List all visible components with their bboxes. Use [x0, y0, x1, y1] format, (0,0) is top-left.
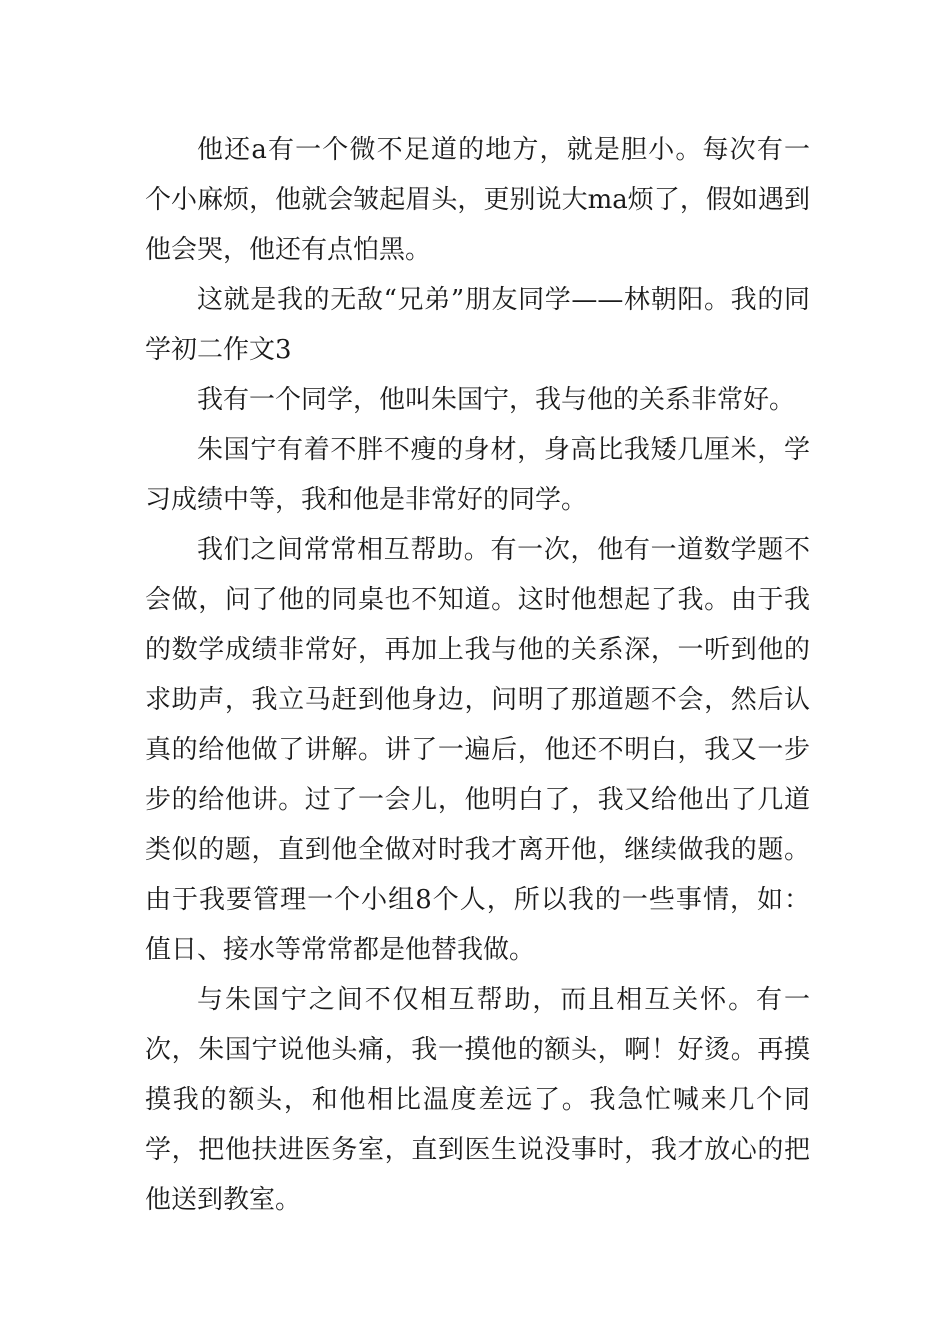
- paragraph-3: 我有一个同学，他叫朱国宁，我与他的关系非常好。: [197, 385, 796, 415]
- paragraph-2: 这就是我的无敌“兄弟”朋友同学——林朝阳。我的同学初二作文3: [145, 285, 810, 365]
- document-body: [145, 125, 810, 1225]
- paragraph-1: 他还a有一个微不足道的地方，就是胆小。每次有一个小麻烦，他就会皱起眉头，更别说大ma烦了，假如遇到他会哭，他还有点怕黑。: [145, 135, 810, 265]
- paragraph-6: 与朱国宁之间不仅相互帮助，而且相互关怀。有一次，朱国宁说他头痛，我一摸他的额头，啊！好烫。再摸摸我的额头，和他相比温度差远了。我急忙喊来几个同学，把他扶进医务室，直到医生说没事时，我才放心的把他送到教室。: [145, 985, 810, 1215]
- paragraph-4: 朱国宁有着不胖不瘦的身材，身高比我矮几厘米，学习成绩中等，我和他是非常好的同学。: [145, 435, 810, 515]
- paragraph-5: 我们之间常常相互帮助。有一次，他有一道数学题不会做，问了他的同桌也不知道。这时他想起了我。由于我的数学成绩非常好，再加上我与他的关系深，一听到他的求助声，我立马赶到他身边，问明了那道题不会，然后认真的给他做了讲解。讲了一遍后，他还不明白，我又一步步的给他讲。过了一会儿，他明白了，我又给他出了几道类似的题，直到他全做对时我才离开他，继续做我的题。由于我要管理一个小组8个人，所以我的一些事情，如：值日、接水等常常都是他替我做。: [145, 535, 810, 965]
